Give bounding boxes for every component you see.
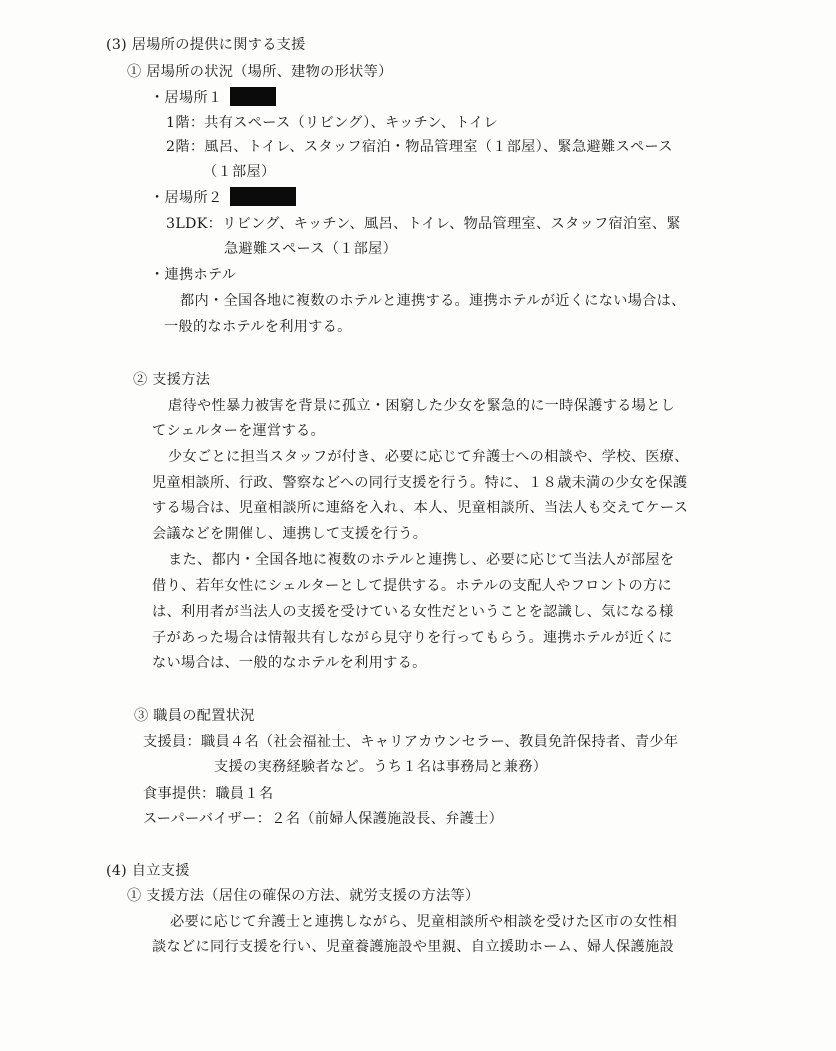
support-paragraph-line: 虐待や性暴力被害を背景に孤立・困窮した少女を緊急的に一時保護する場とし [168,398,676,414]
support-paragraph-line: てシェルターを運営する。 [152,423,325,439]
support-paragraph-line: する場合は、児童相談所に連絡を入れ、本人、児童相談所、当法人も交えてケース [152,500,689,516]
staff-support-workers-continued: 支援の実務経験者など。うち１名は事務局と兼務） [214,759,548,775]
subsection-3-heading: ③ 職員の配置状況 [134,708,255,724]
independence-paragraph-line: 談などに同行支援を行い、児童養護施設や里親、自立援助ホーム、婦人保護施設 [152,939,674,955]
location-2-layout: 3LDK：リビング、キッチン、風呂、トイレ、物品管理室、スタッフ宿泊室、緊 [166,216,681,232]
redaction-box [230,87,276,106]
location-2-layout-continued: 急避難スペース（１部屋） [224,241,398,257]
section-4-heading: (4) 自立支援 [106,863,190,879]
support-paragraph-line: 借り、若年女性にシェルターとして提供する。ホテルの支配人やフロントの方に [152,578,672,594]
support-paragraph-line: 児童相談所、行政、警察などへの同行支援を行う。特に、１８歳未満の少女を保護 [152,475,688,491]
support-paragraph-line: また、都内・全国各地に複数のホテルと連携し、必要に応じて当法人が部屋を [168,552,675,568]
location-1-floor-2: 2階：風呂、トイレ、スタッフ宿泊・物品管理室（１部屋）、緊急避難スペース [166,139,673,155]
section-4-subsection-1-heading: ① 支援方法（居住の確保の方法、就労支援の方法等） [127,888,480,904]
support-paragraph-line: 子があった場合は情報共有しながら見守りを行ってもらう。連携ホテルが近くに [152,630,673,646]
independence-paragraph-line: 必要に応じて弁護士と連携しながら、児童相談所や相談を受けた区市の女性相 [170,914,678,930]
subsection-2-heading: ② 支援方法 [133,372,211,388]
partner-hotel-text: 一般的なホテルを利用する。 [164,319,352,335]
subsection-1-heading: ① 居場所の状況（場所、建物の形状等） [127,64,393,80]
location-1-floor-1: 1階：共有スペース（リビング）、キッチン、トイレ [166,115,499,131]
partner-hotel-label: ・連携ホテル [150,267,237,283]
staff-support-workers: 支援員：職員４名（社会福祉士、キャリアカウンセラー、教員免許保持者、青少年 [143,734,679,750]
location-2-label: ・居場所２ [150,190,223,206]
support-paragraph-line: ない場合は、一般的なホテルを利用する。 [152,655,427,671]
location-2-row [150,187,296,207]
location-1-row [150,87,276,107]
redaction-box [230,187,296,206]
staff-meal-provision: 食事提供：職員１名 [143,786,274,802]
partner-hotel-text: 都内・全国各地に複数のホテルと連携する。連携ホテルが近くにない場合は、 [180,293,686,309]
support-paragraph-line: は、利用者が当法人の支援を受けている女性だということを認識し、気になる様 [152,604,674,620]
location-1-label: ・居場所１ [150,90,223,106]
section-3-heading: (3) 居場所の提供に関する支援 [106,37,306,53]
location-1-floor-2-continued: （１部屋） [203,164,276,180]
staff-supervisors: スーパーバイザー：２名（前婦人保護施設長、弁護士） [143,811,504,827]
support-paragraph-line: 少女ごとに担当スタッフが付き、必要に応じて弁護士への相談や、学校、医療、 [168,449,689,465]
support-paragraph-line: 会議などを開催し、連携して支援を行う。 [152,526,428,542]
